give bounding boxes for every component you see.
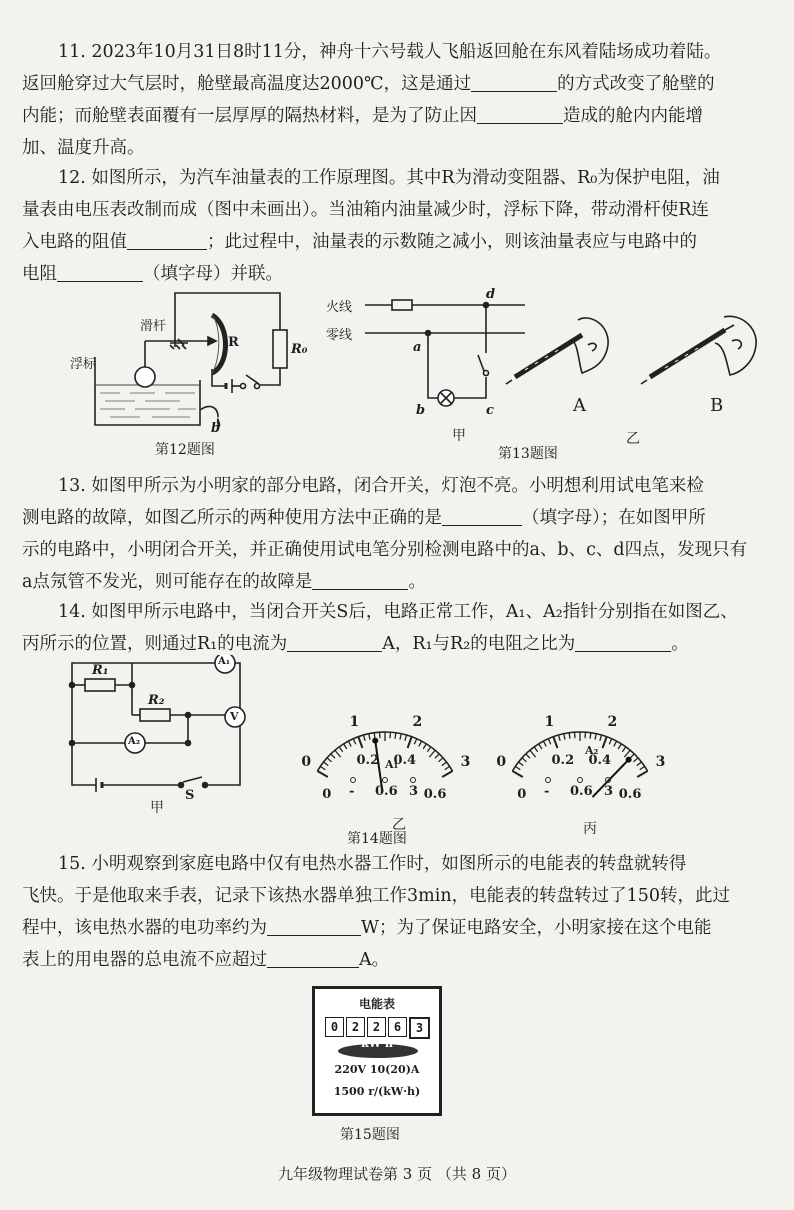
question-text: 表上的用电器的总电流不应超过 xyxy=(22,950,267,970)
question-text: 。 xyxy=(408,572,426,592)
question-text: （填字母）；在如图甲所 xyxy=(522,508,706,528)
dial-tick-label-bottom: 0.6 xyxy=(618,787,642,802)
dial-tick xyxy=(320,766,325,769)
figure-caption: 第15题图 xyxy=(340,1127,400,1143)
dial-tick xyxy=(569,733,570,739)
dial-tick xyxy=(512,771,522,777)
dial-tick xyxy=(590,733,591,739)
question-number: 12. xyxy=(58,168,86,188)
terminal-icon xyxy=(578,778,583,783)
dial-tick xyxy=(534,747,538,752)
needle-A2-label: A₂ xyxy=(585,744,599,757)
terminal-label: - xyxy=(349,784,355,799)
dial-tick-label-bottom: 0.4 xyxy=(393,753,417,769)
energy-meter xyxy=(312,986,442,1116)
oil-gauge-diagram xyxy=(60,285,310,465)
question-text: 示的电路中，小明闭合开关，并正确使用试电笔分别检测电路中的a、b、c、d四点，发现只有 xyxy=(22,540,748,560)
answer-blank[interactable] xyxy=(575,633,671,652)
terminal-label: 3 xyxy=(409,784,419,799)
dial-tick xyxy=(353,739,355,744)
answer-blank[interactable] xyxy=(477,105,563,124)
point-b-label: b xyxy=(416,403,426,418)
dial-tick-label-top: 2 xyxy=(607,713,618,730)
dial-tick xyxy=(622,747,626,752)
dial-tick xyxy=(553,737,557,748)
question-text: 内能；而舱壁表面覆有一层厚厚的隔热材料，是为了防止因 xyxy=(22,106,477,126)
answer-blank[interactable] xyxy=(312,571,408,590)
answer-blank[interactable] xyxy=(127,231,207,250)
question-text: 。 xyxy=(671,634,689,654)
question-text: 返回舱穿过大气层时，舱壁最高温度达2000℃，这是通过 xyxy=(22,74,472,94)
question-12 xyxy=(22,162,774,290)
figure-caption: 第13题图 xyxy=(498,446,558,462)
figure-caption: 第14题图 xyxy=(347,831,407,847)
dial-tick xyxy=(564,734,565,740)
dial-tick xyxy=(331,754,335,758)
needle-A1-label: A₁ xyxy=(385,758,399,771)
resistor-R-label: R xyxy=(228,335,239,350)
household-circuit-diagram xyxy=(320,285,790,465)
dial-tick xyxy=(400,734,401,740)
question-11 xyxy=(22,36,774,164)
question-15 xyxy=(22,848,774,976)
ammeter-dials xyxy=(285,660,765,840)
dial-tick xyxy=(609,739,611,744)
ammeter-A1-icon: A₁ xyxy=(218,656,231,667)
dial-tick xyxy=(317,771,327,777)
page-footer: 九年级物理试卷第 3 页 （共 8 页） xyxy=(278,1165,516,1183)
question-text: 量表由电压表改制而成（图中未画出）。当油箱内油量减少时，浮标下降，带动滑杆使R连 xyxy=(22,200,709,220)
question-13 xyxy=(22,470,774,598)
dial-tick xyxy=(435,754,439,758)
question-text: （填字母）并联。 xyxy=(143,264,283,284)
dial-tick xyxy=(395,733,396,739)
meter-digit-decimal: 3 xyxy=(409,1017,430,1039)
dial-tick-label-top: 2 xyxy=(412,713,423,730)
meter-digit: 0 xyxy=(325,1017,344,1037)
dial-tick xyxy=(548,739,550,744)
option-B-label: B xyxy=(710,395,724,416)
dial-tick xyxy=(442,771,452,777)
question-text: 加、温度升高。 xyxy=(22,138,145,158)
answer-blank[interactable] xyxy=(267,949,359,968)
resistor-R0-label: R₀ xyxy=(291,342,308,357)
dial-tick xyxy=(429,750,435,757)
question-text: 2023年10月31日8时11分，神舟十六号载人飞船返回舱在东风着陆场成功着陆。 xyxy=(91,42,722,62)
dial-tick xyxy=(624,750,630,757)
meter-digit: 6 xyxy=(388,1017,407,1037)
meter-digit: 2 xyxy=(367,1017,386,1037)
figure-bing-label: 丙 xyxy=(583,821,597,837)
terminal-label: 0.6 xyxy=(375,784,398,799)
dial-tick xyxy=(442,762,447,766)
float-label: 浮标 xyxy=(70,357,97,372)
dial-tick xyxy=(595,734,596,740)
dial-tick-label-bottom: 0 xyxy=(322,787,332,802)
figure-14-meters xyxy=(285,660,765,840)
parallel-circuit-diagram xyxy=(60,655,260,815)
dial-tick xyxy=(364,735,366,741)
dial-tick xyxy=(637,771,647,777)
figure-14-circuit xyxy=(60,655,260,815)
question-number: 11. xyxy=(58,42,86,62)
dial-tick xyxy=(423,744,426,749)
dial-tick-label-bottom: 0.2 xyxy=(551,753,575,769)
question-text: 如图甲所示电路中，当闭合开关S后，电路正常工作，A₁、A₂指针分别指在如图乙、 xyxy=(91,602,738,622)
dial-tick xyxy=(327,758,331,762)
answer-blank[interactable] xyxy=(442,507,522,526)
question-text: A。 xyxy=(359,950,390,970)
dial-tick xyxy=(614,741,617,746)
dial-tick-label-top: 1 xyxy=(544,713,555,730)
dial-tick-label-bottom: 0.6 xyxy=(423,787,447,802)
dial-tick xyxy=(358,737,362,748)
dial-tick xyxy=(526,754,530,758)
question-number: 15. xyxy=(58,854,86,874)
ammeter-A2-icon: A₂ xyxy=(128,736,141,747)
figure-jia-label: 甲 xyxy=(150,800,164,816)
slider-label: 滑杆 xyxy=(140,319,167,334)
dial-tick xyxy=(530,750,536,757)
dial-tick xyxy=(439,758,443,762)
terminal-label: - xyxy=(544,784,550,799)
question-number: 14. xyxy=(58,602,86,622)
question-text: 电阻 xyxy=(22,264,57,284)
question-text: a点氖管不发光，则可能存在的故障是 xyxy=(22,572,313,592)
energy-meter-title: 电能表 xyxy=(358,997,395,1011)
dial-tick xyxy=(637,762,642,766)
dial-tick xyxy=(522,758,526,762)
ammeter-bing-needle-tip xyxy=(626,757,632,763)
voltmeter-icon: V xyxy=(230,710,239,723)
dial-tick-label-bottom: 0.2 xyxy=(356,753,380,769)
option-A-label: A xyxy=(573,395,586,416)
resistor-R2-label: R₂ xyxy=(148,693,165,708)
question-14 xyxy=(22,596,774,660)
question-text: 程中，该电热水器的电功率约为 xyxy=(22,918,267,938)
dial-tick-label-top: 0 xyxy=(301,754,312,770)
point-c-label: c xyxy=(486,403,494,418)
question-text: 小明观察到家庭电路中仅有电热水器工作时，如图所示的电能表的转盘就转得 xyxy=(91,854,687,874)
terminal-label: 3 xyxy=(604,784,614,799)
terminal-label: 0.6 xyxy=(570,784,593,799)
dial-tick xyxy=(539,744,542,749)
figure-yi-label: 乙 xyxy=(392,817,406,833)
question-text: 的方式改变了舱壁的 xyxy=(557,74,715,94)
dial-tick xyxy=(559,735,561,741)
dial-tick xyxy=(408,737,412,748)
meter-rating: 220V 10(20)A xyxy=(334,1063,420,1076)
question-text: W；为了保证电路安全，小明家接在这个电能 xyxy=(361,918,712,938)
live-wire-label: 火线 xyxy=(326,300,353,315)
dial-tick-label-top: 3 xyxy=(460,754,471,770)
dial-tick xyxy=(445,766,450,769)
dial-tick xyxy=(515,766,520,769)
dial-tick xyxy=(405,735,407,741)
dial-tick xyxy=(640,766,645,769)
point-d-label: d xyxy=(486,287,496,302)
dial-tick-label-bottom: 0.4 xyxy=(588,753,612,769)
dial-tick xyxy=(543,741,546,746)
figure-12-oil-gauge xyxy=(60,285,310,465)
dial-tick xyxy=(603,737,607,748)
dial-tick xyxy=(600,735,602,741)
figure-jia-label: 甲 xyxy=(452,428,466,444)
dial-tick xyxy=(339,747,343,752)
dial-tick-label-top: 1 xyxy=(349,713,360,730)
meter-digit: 2 xyxy=(346,1017,365,1037)
question-text: 造成的舱内内能增 xyxy=(563,106,703,126)
question-text: 入电路的阻值 xyxy=(22,232,127,252)
question-text: 飞快。于是他取来手表，记录下该热水器单独工作3min，电能表的转盘转过了150转，此过 xyxy=(22,886,730,906)
question-number: 13. xyxy=(58,476,86,496)
dial-tick-label-bottom: 0 xyxy=(517,787,527,802)
point-a-label: a xyxy=(413,340,422,355)
dial-tick xyxy=(634,758,638,762)
dial-tick xyxy=(344,744,347,749)
terminal-icon xyxy=(351,778,356,783)
dial-tick-label-top: 0 xyxy=(496,754,507,770)
resistor-R1-label: R₁ xyxy=(92,663,109,678)
question-text: 如图甲所示为小明家的部分电路，闭合开关，灯泡不亮。小明想利用试电笔来检 xyxy=(91,476,704,496)
dial-tick xyxy=(335,750,341,757)
terminal-icon xyxy=(383,778,388,783)
answer-blank[interactable] xyxy=(471,73,557,92)
answer-blank[interactable] xyxy=(287,633,382,652)
ammeter-yi-needle-tip xyxy=(372,738,378,744)
point-b-label: b xyxy=(211,421,221,436)
dial-tick xyxy=(324,762,329,766)
answer-blank[interactable] xyxy=(267,917,361,936)
question-text: A，R₁与R₂的电阻之比为 xyxy=(382,634,576,654)
dial-tick xyxy=(427,747,431,752)
dial-tick-label-top: 3 xyxy=(655,754,666,770)
switch-S-label: S xyxy=(185,788,195,803)
terminal-icon xyxy=(546,778,551,783)
terminal-icon xyxy=(411,778,416,783)
meter-digits xyxy=(325,1017,432,1039)
dial-tick xyxy=(618,744,621,749)
figure-yi-label: 乙 xyxy=(626,431,640,447)
figure-caption: 第12题图 xyxy=(155,442,215,458)
meter-revolutions-rating: 1500 r/(kW·h) xyxy=(333,1085,421,1098)
answer-blank[interactable] xyxy=(57,263,143,282)
dial-tick xyxy=(519,762,524,766)
question-text: ；此过程中，油量表的示数随之减小，则该油量表应与电路中的 xyxy=(207,232,697,252)
figure-13-test-pen xyxy=(320,285,790,465)
dial-tick xyxy=(369,734,370,740)
dial-tick xyxy=(419,741,422,746)
question-text: 测电路的故障，如图乙所示的两种使用方法中正确的是 xyxy=(22,508,442,528)
question-text: 丙所示的位置，则通过R₁的电流为 xyxy=(22,634,288,654)
meter-unit: kW·h xyxy=(361,1037,393,1050)
dial-tick xyxy=(348,741,351,746)
neutral-wire-label: 零线 xyxy=(326,328,353,343)
question-text: 如图所示，为汽车油量表的工作原理图。其中R为滑动变阻器、R₀为保护电阻，油 xyxy=(91,168,720,188)
dial-tick xyxy=(414,739,416,744)
